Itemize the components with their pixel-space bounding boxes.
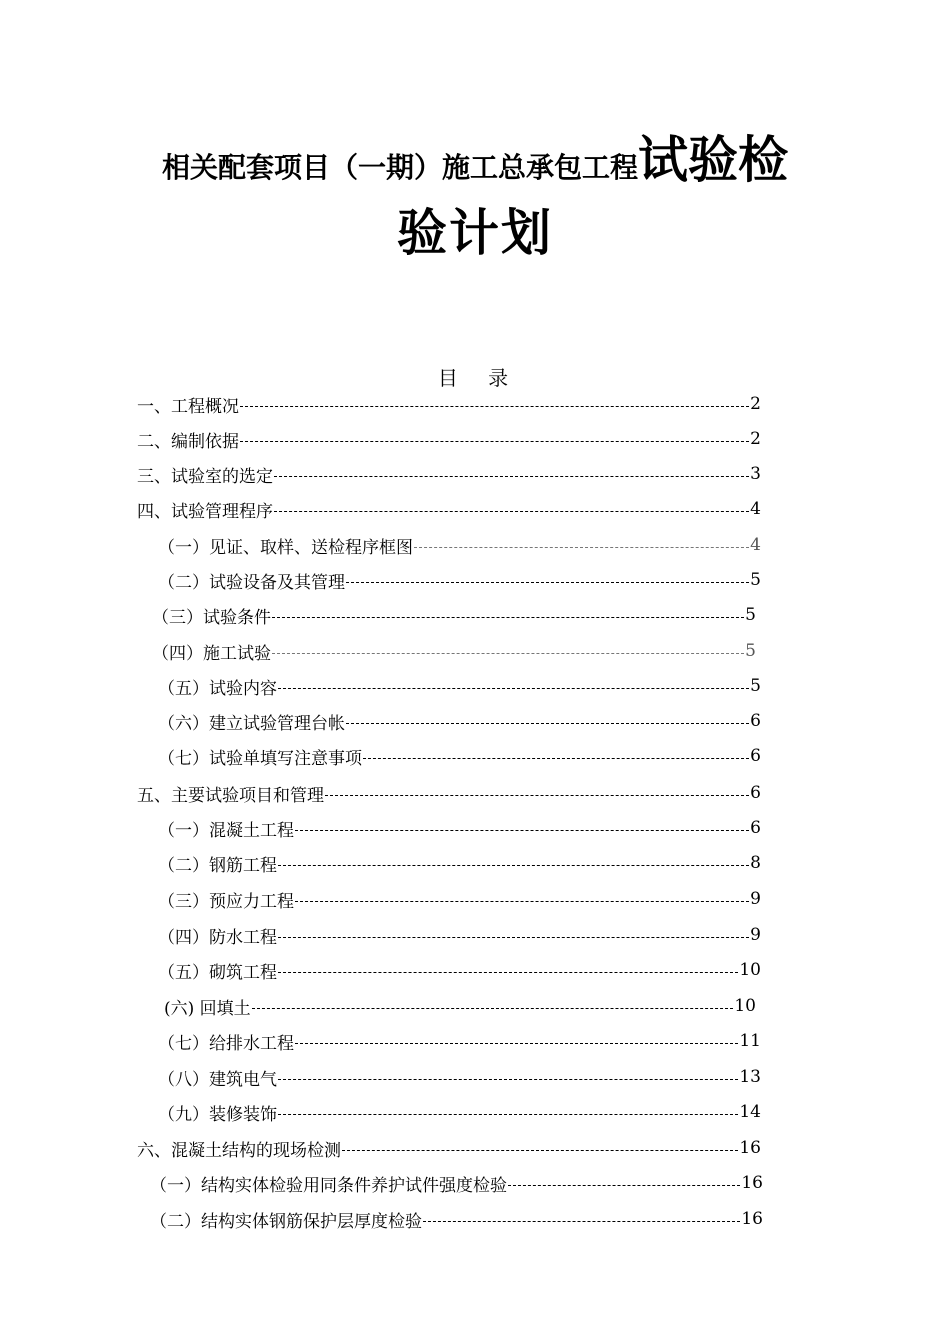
toc-entry-label: （六）建立试验管理台帐 [158,713,345,734]
toc-entry[interactable] [158,708,761,734]
toc-page-number: 9 [750,925,761,945]
toc-entry-label: 一、工程概况 [137,396,239,417]
toc-entry-label: （七）试验单填写注意事项 [158,748,362,769]
toc-entry[interactable] [158,886,761,912]
toc-page-number: 3 [750,464,761,484]
toc-page-number: 9 [750,889,761,909]
toc-page-number: 16 [739,1138,761,1158]
toc-leader [278,688,749,689]
toc-page-number: 11 [739,1031,761,1051]
toc-entry-label: （七）给排水工程 [158,1033,294,1054]
toc-entry[interactable] [158,922,761,948]
toc-leader [508,1185,740,1186]
toc-entry[interactable] [137,780,761,806]
toc-entry[interactable] [158,743,761,769]
toc-page-number: 2 [750,429,761,449]
toc-entry[interactable] [158,1064,761,1090]
toc-leader [295,901,749,902]
toc-entry-label: （二）钢筋工程 [158,855,277,876]
toc-leader [274,511,749,512]
toc-leader [278,972,738,973]
toc-page-number: 5 [750,570,761,590]
toc-page-number: 4 [750,499,761,519]
toc-entry-label: （八）建筑电气 [158,1069,277,1090]
toc-entry[interactable] [158,850,761,876]
toc-entry[interactable] [158,1028,761,1054]
toc-entry[interactable] [152,602,756,628]
toc-entry[interactable] [137,461,761,487]
toc-heading: 目 录 [437,366,521,390]
toc-entry-label: 六、混凝土结构的现场检测 [137,1140,341,1161]
toc-leader [278,1114,738,1115]
toc-page-number: 5 [750,676,761,696]
toc-page-number: 6 [750,746,761,766]
toc-page-number: 4 [750,535,761,555]
toc-entry-label: 二、编制依据 [137,431,239,452]
toc-entry-label: (六) 回填土 [164,998,251,1019]
toc-entry-label: （二）试验设备及其管理 [158,572,345,593]
toc-page-number: 13 [739,1067,761,1087]
toc-page-number: 16 [741,1173,763,1193]
toc-entry[interactable] [158,673,761,699]
toc-entry-label: 五、主要试验项目和管理 [137,785,324,806]
toc-leader [342,1150,738,1151]
title-project-name: 相关配套项目（一期）施工总承包工程 [161,151,638,184]
toc-leader [240,406,749,407]
toc-page-number: 6 [750,711,761,731]
toc-entry-label: （九）装修装饰 [158,1104,277,1125]
toc-entry[interactable] [137,391,761,417]
toc-entry[interactable] [137,496,761,522]
toc-page-number: 6 [750,783,761,803]
toc-leader [346,582,749,583]
toc-leader [272,653,744,654]
toc-leader [278,865,749,866]
toc-leader [363,758,749,759]
toc-entry[interactable] [158,1099,761,1125]
toc-entry-label: （三）试验条件 [152,607,271,628]
toc-leader [423,1221,740,1222]
toc-entry[interactable] [158,815,761,841]
toc-leader [274,476,749,477]
toc-entry-label: （五）试验内容 [158,678,277,699]
toc-entry[interactable] [158,567,761,593]
toc-entry[interactable] [137,426,761,452]
toc-leader [295,1043,738,1044]
toc-leader [325,795,749,796]
toc-entry-label: 四、试验管理程序 [137,501,273,522]
toc-page-number: 8 [750,853,761,873]
toc-leader [240,441,749,442]
toc-entry-label: （五）砌筑工程 [158,962,277,983]
toc-entry[interactable] [158,532,761,558]
toc-page-number: 6 [750,818,761,838]
toc-entry[interactable] [152,638,756,664]
document-title-line-1 [0,128,950,192]
toc-leader [295,830,749,831]
toc-entry[interactable] [150,1206,763,1232]
toc-leader [252,1008,734,1009]
document-title-line-2: 验计划 [397,204,553,262]
toc-entry[interactable] [137,1135,761,1161]
toc-entry-label: （四）施工试验 [152,643,271,664]
toc-entry[interactable] [150,1170,763,1196]
toc-page-number: 14 [739,1102,761,1122]
toc-page-number: 10 [734,996,756,1016]
toc-page-number: 16 [741,1209,763,1229]
toc-leader [278,937,749,938]
toc-entry-label: （三）预应力工程 [158,891,294,912]
toc-entry-label: （一）见证、取样、送检程序框图 [158,537,413,558]
toc-leader [346,723,749,724]
title-emphasis: 试验检 [638,131,788,189]
toc-entry-label: 三、试验室的选定 [137,466,273,487]
toc-page-number: 10 [739,960,761,980]
toc-leader [272,617,744,618]
toc-page-number: 2 [750,394,761,414]
toc-entry-label: （一）结构实体检验用同条件养护试件强度检验 [150,1175,507,1196]
toc-page-number: 5 [745,605,756,625]
toc-leader [278,1079,738,1080]
toc-entry-label: （一）混凝土工程 [158,820,294,841]
toc-entry[interactable] [158,957,761,983]
toc-page-number: 5 [745,641,756,661]
toc-leader [414,547,749,548]
toc-entry-label: （四）防水工程 [158,927,277,948]
toc-entry[interactable] [164,993,756,1019]
toc-entry-label: （二）结构实体钢筋保护层厚度检验 [150,1211,422,1232]
